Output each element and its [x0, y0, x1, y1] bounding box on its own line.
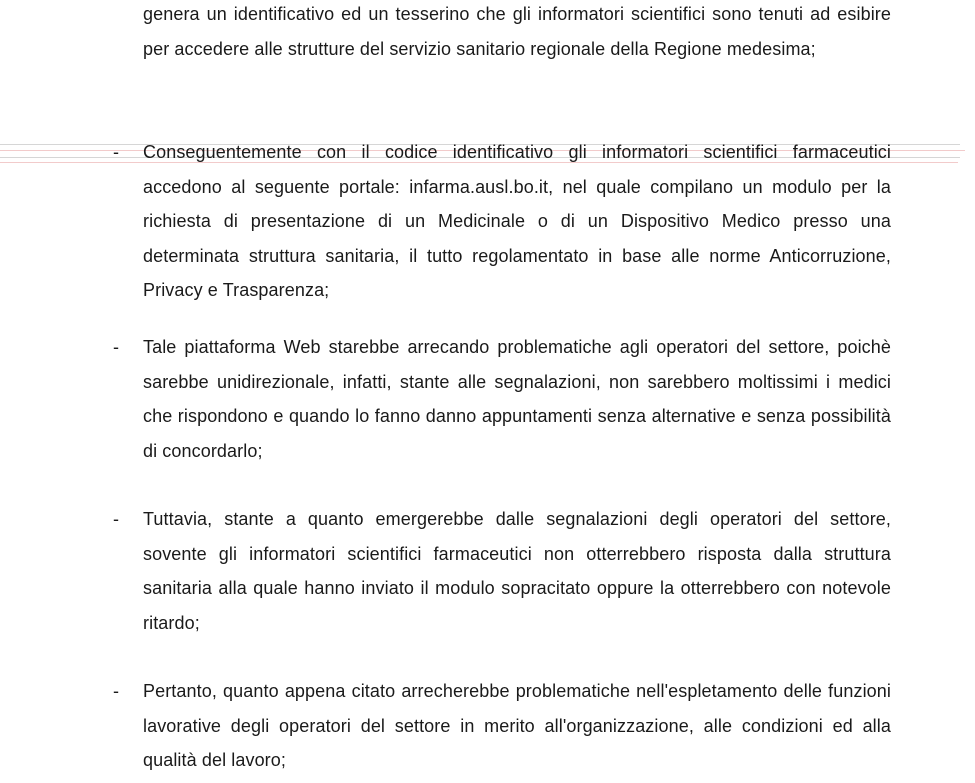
bullet-dash: - — [113, 509, 119, 529]
paragraph-2: Conseguentemente con il codice identificativo gli informatori scientifici farmaceutici accedono al seguente portale: infarma.ausl.bo.it, nel quale compilano un modulo per la richiesta di presentazione di un Medicinale o di un Dispositivo Medico presso una determinata struttura sanitaria, il tutto regolamentato in base alle norme Anticorruzione, Privacy e Trasparenza; — [143, 142, 891, 300]
paragraph-3: Tale piattaforma Web starebbe arrecando problematiche agli operatori del settore, poichè sarebbe unidirezionale, infatti, stante alle segnalazioni, non sarebbero moltissimi i medici che rispondono e quando lo fanno danno appuntamenti senza alternative e senza possibilità di concordarlo; — [143, 337, 891, 461]
paragraph-1: genera un identificativo ed un tesserino che gli informatori scientifici sono tenuti ad esibire per accedere alle strutture del servizio sanitario regionale della Regione medesima; — [143, 4, 891, 59]
bullet-dash: - — [113, 337, 119, 357]
bullet-dash: - — [113, 142, 119, 162]
paragraph-4: Tuttavia, stante a quanto emergerebbe dalle segnalazioni degli operatori del settore, sovente gli informatori scientifici farmaceutici non otterrebbero risposta dalla struttura sanitaria alla quale hanno inviato il modulo sopracitato oppure la otterrebbero con notevole ritardo; — [143, 509, 891, 633]
paragraph-5: Pertanto, quanto appena citato arrecherebbe problematiche nell'espletamento delle funzioni lavorative degli operatori del settore in merito all'organizzazione, alle condizioni ed alla qualità del lavoro; — [143, 681, 891, 770]
bullet-dash: - — [113, 681, 119, 701]
